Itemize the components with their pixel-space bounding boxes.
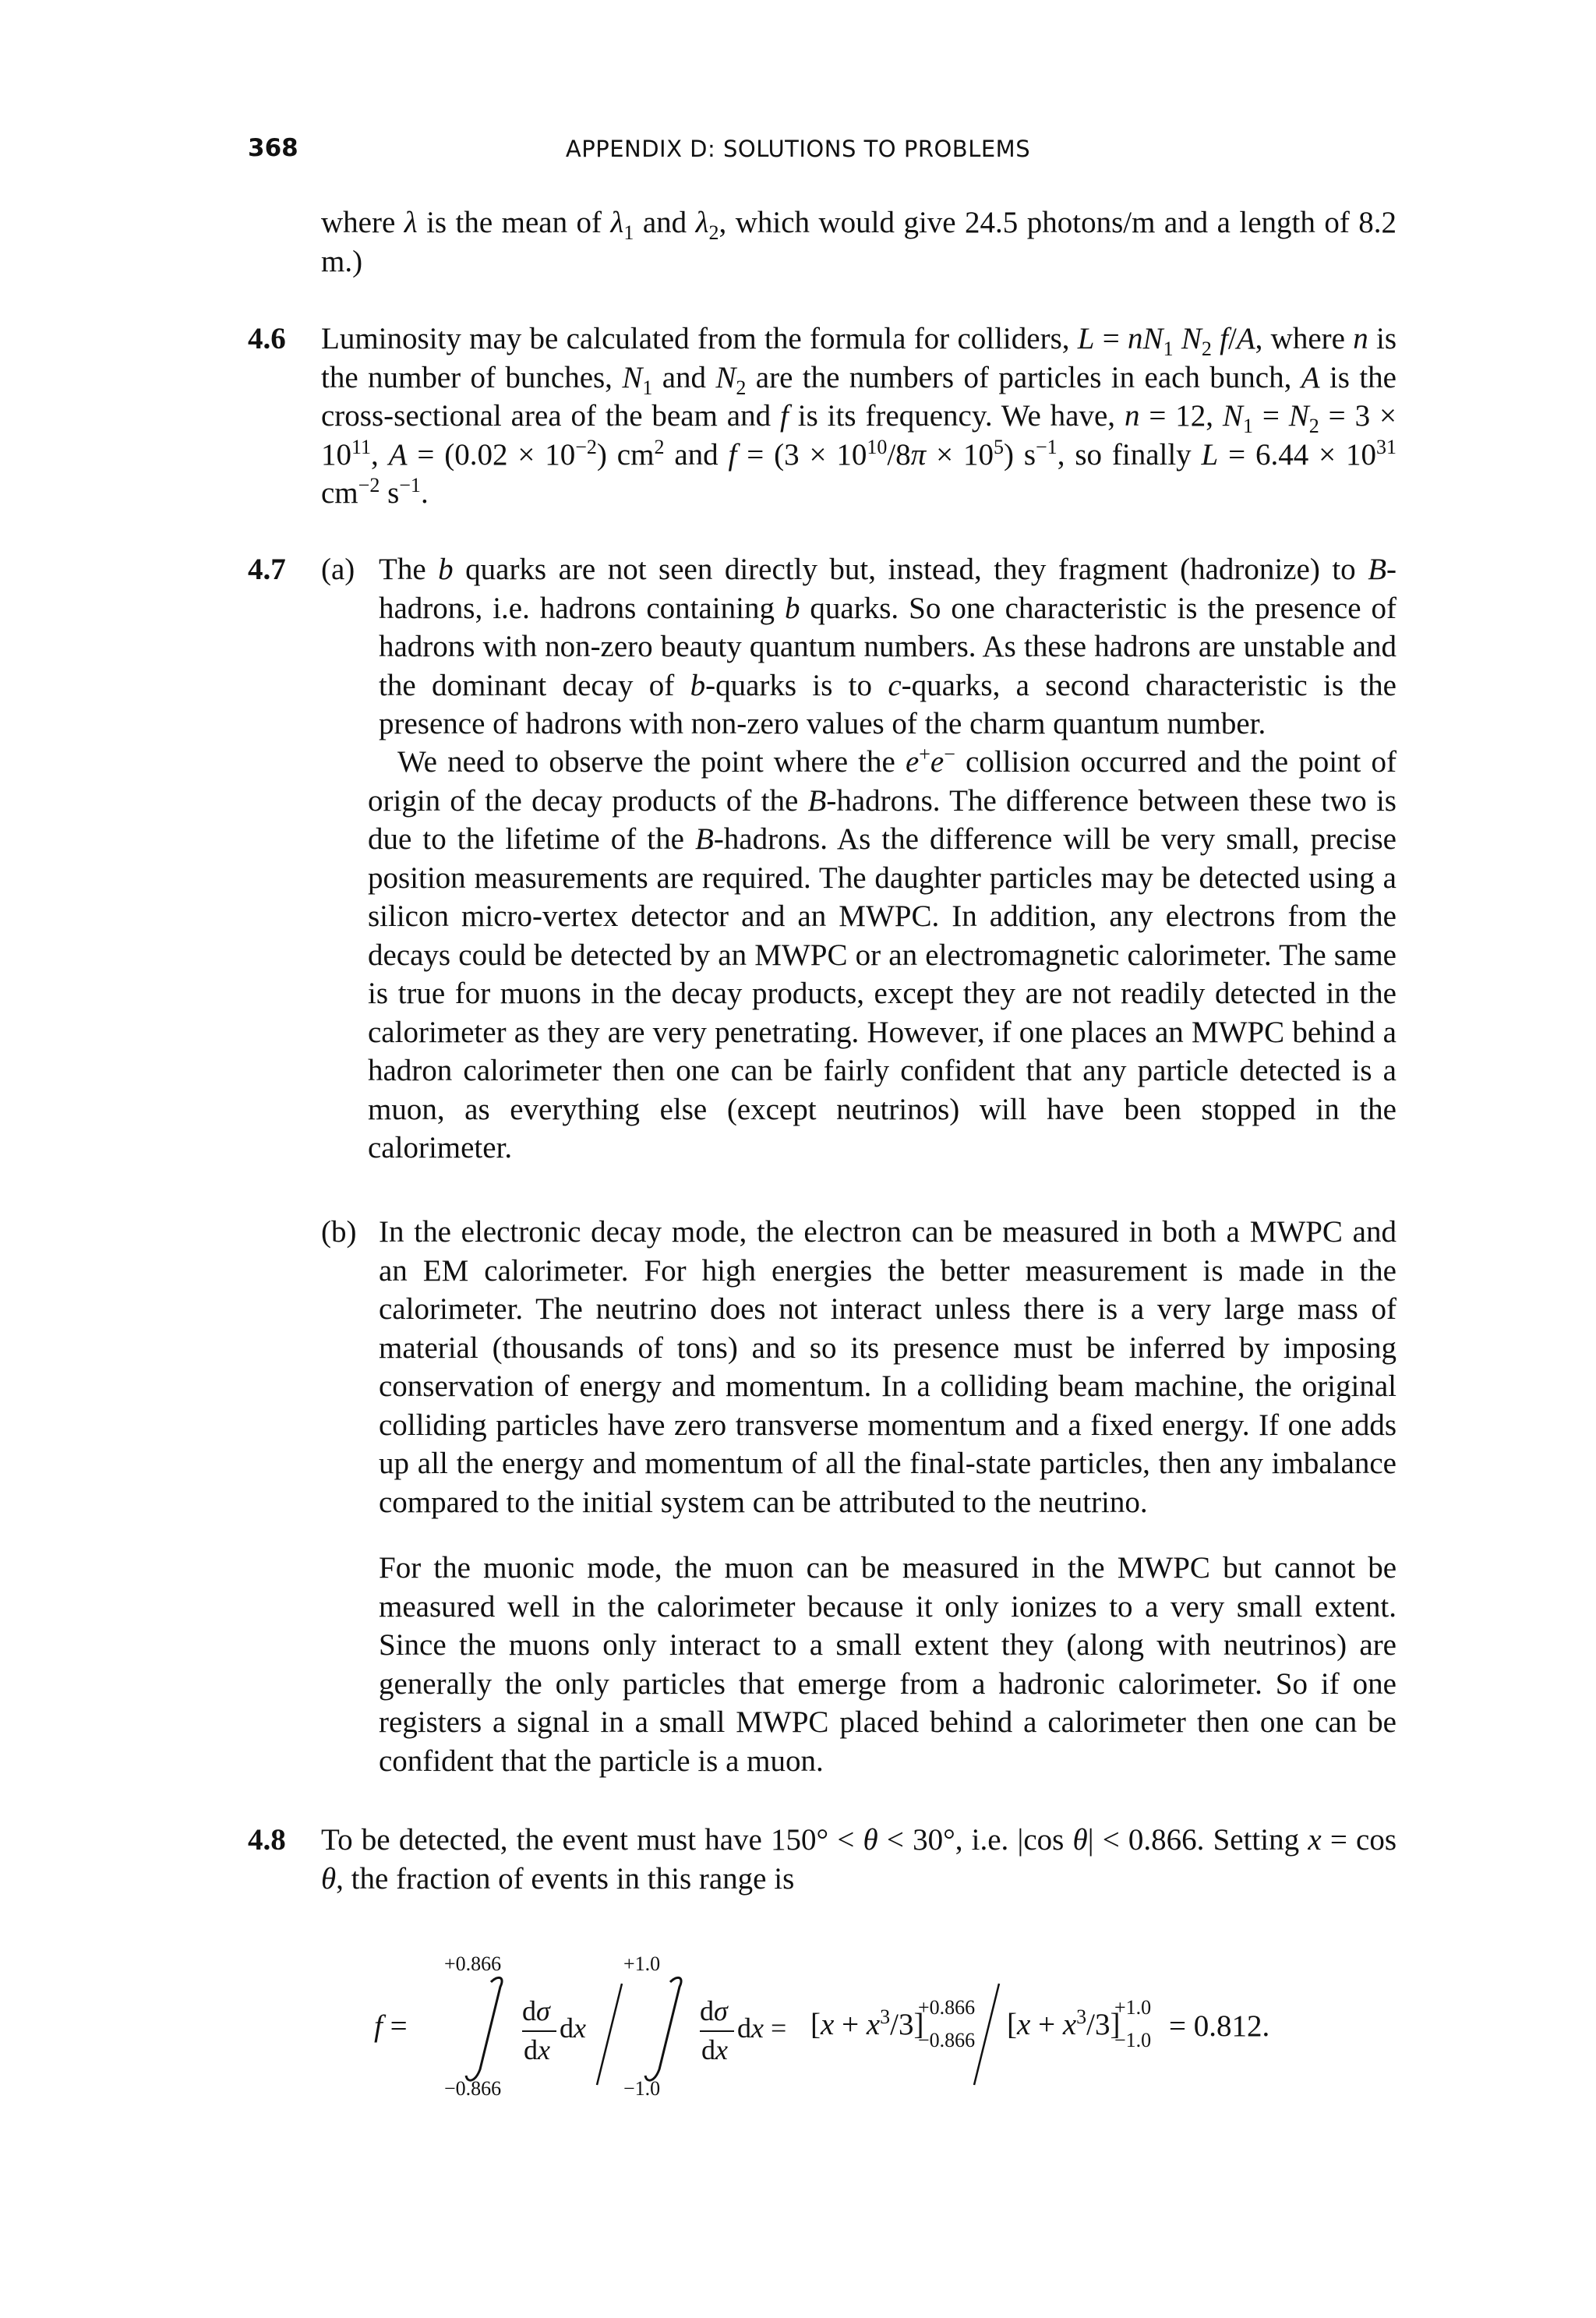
page-number: 368 [248, 134, 298, 162]
problem-4-7a-paragraph-2: We need to observe the point where the e+e− collision occurred and the point of origin of the decay products of the B-hadrons. The difference between these two is due to the lifetime of the B-hadrons. As the difference will be very small, precise position measurements are required. The daughter particles may be detected using a silicon micro-vertex detector and an MWPC. In addition, any electrons from the decays could be detected by an MWPC or an electromagnetic calorimeter. The same is true for muons in the decay products, except they are not readily detected in the calorimeter as they are very penetrating. However, if one places an MWPC behind a hadron calorimeter then one can be fairly confident that any particle detected is a muon, as everything else (except neutrinos) will have been stopped in the calorimeter. [368, 743, 1396, 1164]
part-label-b: (b) [321, 1215, 357, 1249]
dsigma-numerator-1: dσ [522, 1995, 550, 2026]
integral-2-upper-limit: +1.0 [623, 1952, 661, 1975]
problem-number-4-8: 4.8 [248, 1823, 286, 1857]
problem-4-7b-paragraph-2: For the muonic mode, the muon can be measured in the MWPC but cannot be measured well in the calorimeter because it only ionizes to a very small extent. Since the muons only interact to a small extent they (along with neutrinos) are generally the only particles that emerge from a hadronic calorimeter. So if one registers a signal in a small MWPC placed behind a calorimeter then one can be confident that the particle is a muon. [379, 1551, 1396, 1778]
problem-4-6-text: Luminosity may be calculated from the formula for colliders, $L = nN_1$ $N_2$ f/A, where n is the number of bunches, $N_1$ and $N_2$ are the numbers of particles in each bunch, A is the cross-sectional area of the beam and f is its frequency. We have, n = 12, $N_1 = N_2 = 3 \times 10^{11}$, $A = (0.02 \times 10^{-2})$ $cm^2$ and $f = (3 \times 10^{10}/8\pi \times 10^5)$ $s^{-1}$, so finally $L = 6.44 \times 10^{31}$ $cm^{-2}$ $s^{-1}$. [321, 322, 1397, 510]
continuation-paragraph [321, 203, 1396, 281]
evaluation-1-upper: +0.866 [918, 1996, 976, 2019]
dx-differential-1: dx [560, 2012, 586, 2044]
fraction-equation [374, 1952, 1418, 2108]
continuation-text: where λ is the mean of $\lambda_1$ and $\lambda_2$, which would give 24.5 photons/m and a length of 8.2 m.) [321, 206, 1397, 278]
problem-4-7b-paragraph-1: In the electronic decay mode, the electron can be measured in both a MWPC and an EM calorimeter. For high energies the better measurement is made in the calorimeter. The neutrino does not interact unless there is a very large mass of material (thousands of tons) and so its presence must be inferred by imposing conservation of energy and momentum. In a colliding beam machine, the original colliding particles have zero transverse momentum and a fixed energy. If one adds up all the energy and momentum of all the final-state particles, then any imbalance compared to the initial system can be attributed to the neutrino. [379, 1215, 1396, 1519]
integral-1-lower-limit: −0.866 [444, 2077, 502, 2100]
dx-differential-2: dx = [737, 2012, 787, 2044]
problem-number-4-6: 4.6 [248, 322, 286, 355]
equation-lhs: f = [374, 2009, 408, 2043]
bracket-expression-2: $[x + x^3/3]$ [1007, 2005, 1121, 2041]
evaluation-1-lower: −0.866 [918, 2029, 976, 2051]
integral-1-upper-limit: +0.866 [444, 1952, 502, 1975]
problem-number-4-7: 4.7 [248, 553, 286, 586]
problem-4-8-text: To be detected, the event must have 150° < θ < 30°, i.e. |cos θ| < 0.866. Setting x = cos θ, the fraction of events in this range is [321, 1823, 1397, 1896]
evaluation-2-lower: −1.0 [1114, 2029, 1152, 2051]
division-slash-1 [597, 1984, 622, 2085]
integral-2-lower-limit: −1.0 [623, 2077, 661, 2100]
bracket-expression-1: $[x + x^3/3]$ [810, 2005, 924, 2041]
dx-denominator-1: dx [524, 2034, 550, 2065]
running-head: APPENDIX D: SOLUTIONS TO PROBLEMS [565, 136, 1031, 162]
integral-sign-2 [645, 1977, 681, 2080]
dx-denominator-2: dx [701, 2034, 728, 2065]
equation-result: = 0.812. [1169, 2009, 1270, 2043]
page-header [0, 134, 1596, 173]
evaluation-2-upper: +1.0 [1114, 1996, 1152, 2019]
integral-sign-1 [466, 1977, 502, 2080]
part-label-a: (a) [321, 553, 355, 586]
dsigma-numerator-2: dσ [700, 1995, 728, 2026]
problem-4-7a-paragraph-1: The b quarks are not seen directly but, instead, they fragment (hadronize) to B-hadrons, i.e. hadrons containing b quarks. So one characteristic is the presence of hadrons with non-zero beauty quantum numbers. As these hadrons are unstable and the dominant decay of b-quarks is to c-quarks, a second characteristic is the presence of hadrons with non-zero values of the charm quantum number. [379, 553, 1397, 740]
division-slash-2 [974, 1984, 999, 2085]
